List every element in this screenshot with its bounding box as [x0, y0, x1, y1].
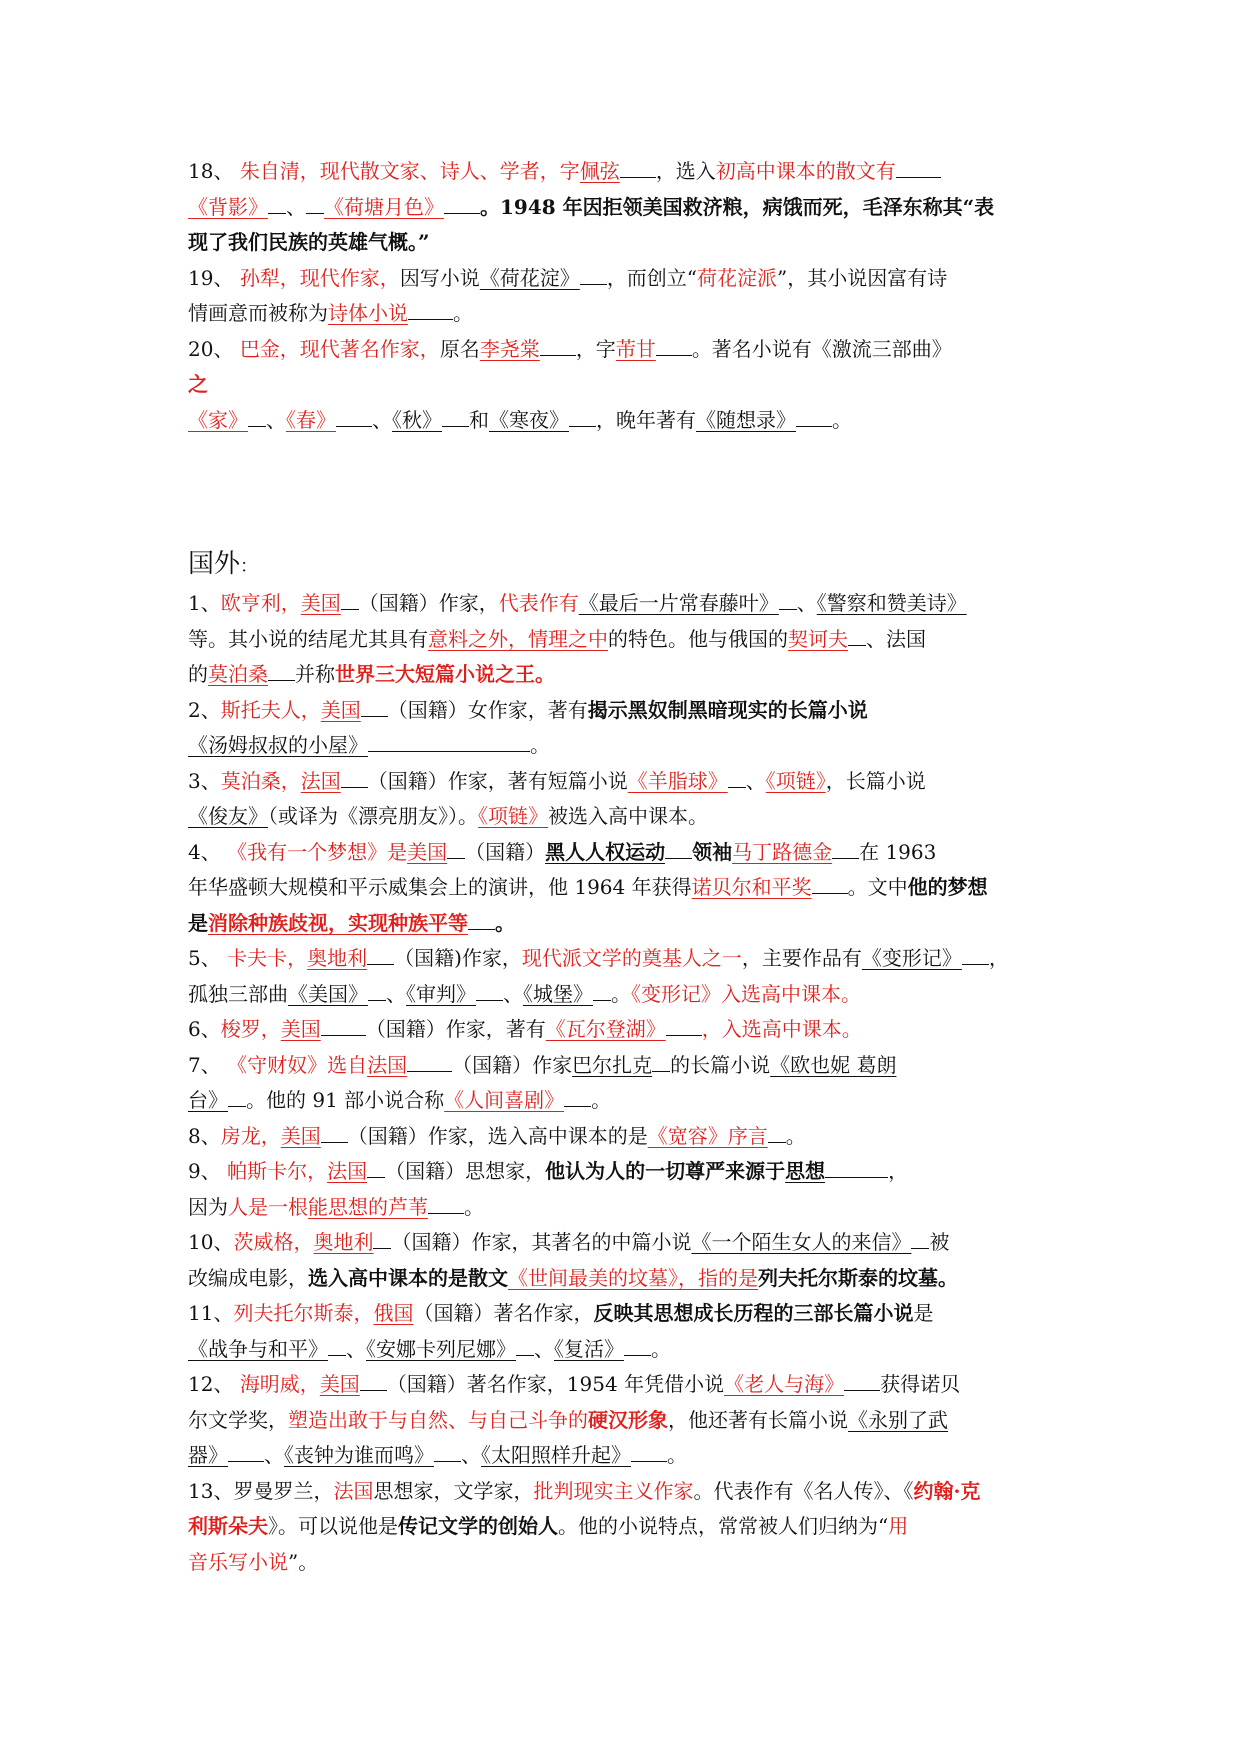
text-segment: 台》	[188, 1088, 228, 1112]
text-segment: 情画意而被称为	[188, 301, 328, 325]
text-segment: 卡夫卡，	[227, 946, 308, 970]
text-segment: 。	[651, 1336, 671, 1361]
text-segment: 《变形记》	[861, 946, 962, 970]
text-segment: 、	[503, 981, 523, 1006]
text-segment: 揭示黑奴制黑暗现实的长篇小说	[587, 697, 868, 722]
text-segment: 黑人人权运动	[545, 839, 666, 864]
text-segment: （国籍）作家，选入高中课本的是	[347, 1123, 648, 1148]
fill-in-blank	[779, 587, 797, 610]
text-segment: 《家》	[188, 407, 248, 432]
text-line	[188, 657, 1060, 693]
fill-in-blank	[373, 1226, 391, 1249]
text-segment: 2、	[188, 697, 221, 722]
text-line	[188, 1332, 1060, 1368]
text-segment: 孤独三部曲	[188, 981, 288, 1006]
text-segment: 、	[796, 591, 817, 615]
text-segment: 》。可以说他是	[268, 1514, 398, 1538]
text-segment: 朱自清，现代散文家、诗人、学者，字	[239, 159, 580, 183]
text-segment: 20、	[188, 336, 240, 361]
text-segment: 《战争与和平》	[188, 1336, 328, 1361]
text-segment: 12、	[188, 1372, 240, 1396]
fill-in-blank	[428, 1191, 464, 1214]
text-segment: 、法国	[866, 626, 926, 651]
section-heading	[188, 544, 1060, 586]
fill-in-blank	[476, 978, 503, 1001]
text-segment: 海明威，	[239, 1372, 320, 1396]
text-segment: 《项链》	[765, 768, 826, 793]
text-line	[188, 977, 1060, 1013]
fill-in-blank	[911, 1226, 929, 1249]
text-line	[188, 367, 1060, 403]
text-segment: 李尧棠	[479, 336, 540, 361]
fill-in-blank	[962, 942, 989, 965]
text-segment: 《我有一个梦想》是	[227, 839, 408, 864]
fill-in-blank	[268, 658, 295, 681]
text-segment: 改编成电影，	[188, 1265, 308, 1290]
fill-in-blank	[367, 1155, 385, 1178]
text-segment: （国籍）思想家，	[385, 1159, 546, 1183]
fill-in-blank	[306, 191, 324, 214]
text-segment: 巴尔扎克	[572, 1052, 653, 1077]
text-line	[188, 1261, 1060, 1297]
text-segment: 《春》	[286, 407, 336, 432]
text-segment: 《荷塘月色》	[324, 194, 444, 219]
text-line	[188, 1012, 1060, 1048]
text-line	[188, 1438, 1060, 1474]
text-segment: 奥地利	[313, 1230, 374, 1254]
fill-in-blank	[569, 404, 596, 427]
text-segment: 、	[372, 407, 392, 432]
text-segment: 他的梦想	[907, 875, 988, 899]
text-segment: 俄国	[373, 1301, 414, 1325]
text-segment: ，晚年著有	[596, 407, 696, 432]
text-segment: 尔文学奖，	[188, 1407, 288, 1432]
text-segment: 《变形记》入选高中课本。	[631, 981, 861, 1006]
document-page	[188, 154, 1060, 1580]
text-segment: （国籍）作家，著有	[365, 1017, 546, 1041]
text-segment: 《欧也妮 葛朗	[770, 1052, 897, 1077]
text-segment: 。他的小说特点，常常被人们归纳为“	[558, 1514, 889, 1538]
text-segment: 思想家，文学家，	[373, 1478, 534, 1503]
text-line	[188, 154, 1060, 190]
text-segment: 意料之外，情理之中	[428, 626, 608, 651]
text-segment: 他认为人的一切尊严来源于	[545, 1159, 786, 1183]
section-heading-colon: ：	[240, 556, 259, 577]
text-segment: 反映其思想成长历程的三部长篇小说	[593, 1301, 914, 1325]
text-segment: 是	[913, 1301, 934, 1325]
text-segment: 用	[888, 1514, 909, 1538]
text-segment: ，入选高中课本。	[701, 1017, 862, 1041]
text-segment: 现了我们民族的英雄气概。”	[188, 230, 430, 254]
text-segment: （国籍）作家，	[358, 591, 499, 615]
text-segment: 13、罗曼罗兰，	[188, 1478, 334, 1503]
text-segment: 。他的 91 部小说合称	[246, 1088, 445, 1112]
text-segment: 。	[785, 1123, 806, 1148]
fill-in-blank	[367, 942, 394, 965]
text-segment: 佩弦	[579, 159, 620, 183]
text-segment: 《审判》	[406, 981, 476, 1006]
text-segment: 。	[453, 301, 473, 325]
text-line	[188, 835, 1060, 871]
text-line	[188, 332, 1060, 368]
text-segment: 。	[667, 1443, 687, 1467]
fill-in-blank	[341, 587, 359, 610]
text-segment: 法国	[327, 1159, 368, 1183]
fill-in-blank	[336, 404, 372, 427]
text-segment: 在 1963	[859, 839, 937, 864]
text-line	[188, 190, 1060, 226]
text-segment: 欧亨利，	[220, 591, 301, 615]
fill-in-blank	[321, 1013, 366, 1036]
text-segment: 7、	[188, 1052, 228, 1077]
text-line	[188, 799, 1060, 835]
text-line	[188, 225, 1060, 261]
text-line	[188, 1190, 1060, 1226]
text-segment: 、	[264, 1443, 284, 1467]
text-segment: 。	[530, 733, 550, 757]
text-segment: 《宽容》序言	[647, 1123, 768, 1148]
fill-in-blank	[825, 1155, 888, 1178]
text-segment: （或译为《漂亮朋友》）。	[268, 804, 478, 828]
text-line	[188, 1154, 1060, 1190]
text-segment: 法国	[333, 1478, 374, 1503]
text-segment: 莫泊桑，	[220, 768, 301, 793]
text-segment: 。	[464, 1194, 484, 1219]
text-segment: 6、	[188, 1017, 221, 1041]
text-line	[188, 1083, 1060, 1119]
text-segment: 4、	[188, 839, 228, 864]
text-segment: 选入高中课本的是散文	[308, 1265, 508, 1290]
text-segment: 8、	[188, 1123, 221, 1148]
fill-in-blank	[620, 155, 656, 178]
text-segment: 硬汉形象	[588, 1407, 668, 1432]
text-segment: 是	[188, 910, 208, 935]
fill-in-blank	[360, 1368, 387, 1391]
text-line	[188, 1119, 1060, 1155]
text-segment: 斯托夫人，	[220, 697, 321, 722]
text-segment: 等。其小说的结尾尤其具有	[188, 626, 428, 651]
fill-in-blank	[564, 1084, 591, 1107]
text-segment: 领袖	[692, 839, 733, 864]
text-segment: 《丧钟为谁而鸣》	[284, 1443, 434, 1467]
text-segment: 诺贝尔和平奖	[691, 875, 812, 899]
text-line	[188, 870, 1060, 906]
text-segment: ，他还著有长篇小说	[668, 1407, 848, 1432]
fill-in-blank	[368, 729, 530, 752]
fill-in-blank	[268, 191, 286, 214]
text-segment: 原名	[439, 336, 480, 361]
text-segment: 巴金，现代著名作家，	[239, 336, 440, 361]
fill-in-blank	[812, 871, 848, 894]
fill-in-blank	[468, 907, 495, 930]
text-segment: 的	[188, 662, 208, 686]
text-line	[188, 1367, 1060, 1403]
text-line	[188, 261, 1060, 297]
fill-in-blank	[321, 1120, 348, 1143]
text-line	[188, 728, 1060, 764]
text-segment: 孙犁，现代作家，	[239, 265, 400, 290]
text-line	[188, 1225, 1060, 1261]
text-segment: 梭罗，	[220, 1017, 281, 1041]
section-heading-text: 国外	[188, 549, 241, 579]
text-segment: ，	[988, 946, 1009, 970]
fill-in-blank	[656, 333, 692, 356]
text-segment: 列夫托尔斯泰，	[233, 1301, 374, 1325]
text-segment: （国籍）	[465, 839, 546, 864]
fill-in-blank	[844, 1368, 880, 1391]
text-segment: 美国	[320, 697, 361, 722]
text-line	[188, 1296, 1060, 1332]
text-segment: 3、	[188, 768, 221, 793]
text-segment: 世界三大短篇小说之王。	[335, 662, 555, 686]
text-segment: 茨威格，	[233, 1230, 314, 1254]
text-segment: 能思想的芦苇	[308, 1194, 428, 1219]
text-segment: 。	[495, 910, 515, 935]
text-segment: 思想	[785, 1159, 826, 1183]
text-line	[188, 693, 1060, 729]
text-segment: 传记文学的创始人	[398, 1514, 558, 1538]
text-segment: 。	[611, 981, 631, 1006]
section-gap	[188, 438, 1060, 544]
text-segment: 11、	[188, 1301, 234, 1325]
text-segment: 帕斯卡尔，	[227, 1159, 328, 1183]
text-segment: 《老人与海》	[724, 1372, 845, 1396]
text-segment: 代表作有	[498, 591, 579, 615]
fill-in-blank	[540, 333, 576, 356]
fill-in-blank	[328, 1333, 346, 1356]
fill-in-blank	[407, 1049, 452, 1072]
text-segment: 并称	[295, 662, 335, 686]
fill-in-blank	[624, 1333, 651, 1356]
text-segment: 房龙，	[220, 1123, 281, 1148]
text-segment: 《永别了武	[848, 1407, 948, 1432]
fill-in-blank	[832, 836, 859, 859]
fill-in-blank	[248, 404, 266, 427]
text-segment: 。文中	[847, 875, 908, 899]
fill-in-blank	[631, 1439, 667, 1462]
text-segment: 美国	[280, 1017, 321, 1041]
text-segment: （国籍）作家	[452, 1052, 573, 1077]
text-segment: 列夫托尔斯泰的坟墓。	[758, 1265, 958, 1290]
text-segment: ，选入	[655, 159, 716, 183]
text-segment: 因为	[188, 1194, 228, 1219]
text-segment: 的特色。他与俄国的	[608, 626, 788, 651]
text-segment: 之	[188, 372, 208, 396]
text-line	[188, 1545, 1060, 1581]
text-segment: （国籍）作家，其著名的中篇小说	[391, 1230, 692, 1254]
text-segment: 塑造出敢于与自然、与自己斗争的	[288, 1407, 588, 1432]
text-segment: 的长篇小说	[670, 1052, 771, 1077]
fill-in-blank	[361, 694, 388, 717]
domestic-authors-section	[188, 154, 1060, 438]
text-segment: 《瓦尔登湖》	[545, 1017, 666, 1041]
text-segment: ”。	[288, 1549, 319, 1574]
fill-in-blank	[444, 191, 480, 214]
text-segment: 、	[286, 194, 306, 219]
text-segment: 9、	[188, 1159, 228, 1183]
text-segment: 《守财奴》选自	[227, 1052, 368, 1077]
text-segment: 《世间最美的坟墓》，指的是	[508, 1265, 758, 1290]
text-segment: 《随想录》	[696, 407, 796, 432]
fill-in-blank	[652, 1049, 670, 1072]
text-segment: 和	[469, 407, 489, 432]
text-segment: 莫泊桑	[208, 662, 268, 686]
text-segment: 因写小说	[399, 265, 480, 290]
text-segment: 批判现实主义作家	[533, 1478, 694, 1503]
text-segment: 《俊友》	[188, 804, 268, 828]
text-line	[188, 1474, 1060, 1510]
text-segment: 5、	[188, 946, 228, 970]
text-segment: 、	[266, 407, 286, 432]
text-segment: 《安娜卡列尼娜》	[366, 1336, 516, 1361]
text-segment: 荷花淀派	[697, 265, 778, 290]
text-line	[188, 296, 1060, 332]
text-line	[188, 1048, 1060, 1084]
text-segment: ”，其小说因富有诗	[777, 265, 948, 290]
text-segment: 10、	[188, 1230, 234, 1254]
text-segment: 利斯朵夫	[188, 1514, 268, 1538]
text-line	[188, 906, 1060, 942]
text-segment: 、	[346, 1336, 366, 1361]
text-segment: 18、	[188, 159, 240, 183]
text-segment: 美国	[407, 839, 448, 864]
text-segment: 获得诺贝	[880, 1372, 961, 1396]
fill-in-blank	[228, 1084, 246, 1107]
text-segment: 、	[534, 1336, 554, 1361]
fill-in-blank	[580, 262, 607, 285]
text-segment: 。著名小说有《激流三部曲》	[691, 336, 952, 361]
fill-in-blank	[848, 623, 866, 646]
text-segment: 马丁路德金	[732, 839, 833, 864]
fill-in-blank	[666, 1013, 702, 1036]
fill-in-blank	[593, 978, 611, 1001]
fill-in-blank	[768, 1120, 786, 1143]
text-segment: （国籍)作家，	[394, 946, 522, 970]
text-segment: （国籍）著名作家，	[413, 1301, 594, 1325]
text-line	[188, 941, 1060, 977]
foreign-authors-section	[188, 586, 1060, 1580]
text-segment: 、	[461, 1443, 481, 1467]
fill-in-blank	[516, 1333, 534, 1356]
text-segment: 《荷花淀》	[479, 265, 580, 290]
text-segment: 芾甘	[615, 336, 656, 361]
text-segment: 契诃夫	[788, 626, 848, 651]
fill-in-blank	[447, 836, 465, 859]
text-segment: 《项链》	[478, 804, 548, 828]
text-segment: 音乐写小说	[188, 1549, 288, 1574]
text-segment: 《背影》	[188, 194, 268, 219]
text-segment: 《太阳照样升起》	[481, 1443, 631, 1467]
text-segment: ，主要作品有	[741, 946, 862, 970]
text-segment: 诗体小说	[328, 301, 408, 325]
text-segment: 《美国》	[288, 981, 368, 1006]
text-segment: 19、	[188, 265, 240, 290]
text-line	[188, 1403, 1060, 1439]
text-segment: 《警察和赞美诗》	[816, 591, 967, 615]
text-segment: 1、	[188, 591, 221, 615]
fill-in-blank	[728, 765, 746, 788]
text-segment: 消除种族歧视，实现种族平等	[208, 910, 468, 935]
text-segment: 美国	[300, 591, 341, 615]
text-segment: ，字	[575, 336, 616, 361]
text-segment: 人是一根	[228, 1194, 308, 1219]
text-segment: 约翰·克	[913, 1478, 981, 1503]
text-segment: ，	[888, 1159, 909, 1183]
fill-in-blank	[896, 155, 941, 178]
text-segment: 器》	[188, 1443, 228, 1467]
text-segment: 《羊脂球》	[627, 768, 728, 793]
text-segment: 《一个陌生女人的来信》	[691, 1230, 912, 1254]
fill-in-blank	[341, 765, 368, 788]
text-segment: 年华盛顿大规模和平示威集会上的演讲，他 1964 年获得	[188, 875, 692, 899]
text-segment: 被选入高中课本。	[548, 804, 708, 828]
text-segment: 《人间喜剧》	[444, 1088, 565, 1112]
text-segment: 美国	[280, 1123, 321, 1148]
text-line	[188, 403, 1060, 439]
text-segment: 。代表作有《名人传》、《	[693, 1478, 914, 1503]
text-segment: 、	[745, 768, 766, 793]
text-segment: 、	[386, 981, 406, 1006]
text-segment: 法国	[367, 1052, 408, 1077]
text-segment: （国籍）著名作家，1954 年凭借小说	[386, 1372, 725, 1396]
text-segment: 美国	[319, 1372, 360, 1396]
text-segment: 现代派文学的奠基人之一	[521, 946, 742, 970]
text-segment: 《汤姆叔叔的小屋》	[188, 733, 368, 757]
text-segment: 初高中课本的散文有	[715, 159, 896, 183]
fill-in-blank	[368, 978, 386, 1001]
fill-in-blank	[228, 1439, 264, 1462]
text-segment: 《城堡》	[523, 981, 593, 1006]
fill-in-blank	[434, 1439, 461, 1462]
text-line	[188, 764, 1060, 800]
text-segment: 《最后一片常春藤叶》	[578, 591, 779, 615]
text-segment: 。	[832, 407, 852, 432]
fill-in-blank	[665, 836, 692, 859]
text-line	[188, 1509, 1060, 1545]
fill-in-blank	[442, 404, 469, 427]
text-segment: （国籍）作家，著有短篇小说	[367, 768, 628, 793]
text-segment: 被	[929, 1230, 950, 1254]
text-segment: 《复活》	[554, 1336, 624, 1361]
text-segment: ，长篇小说	[825, 768, 926, 793]
text-segment: （国籍）女作家，著有	[387, 697, 588, 722]
text-line	[188, 622, 1060, 658]
text-segment: 法国	[300, 768, 341, 793]
fill-in-blank	[408, 297, 453, 320]
text-segment: 。1948 年因拒领美国救济粮，病饿而死，毛泽东称其“表	[480, 194, 995, 219]
text-segment: 《寒夜》	[489, 407, 569, 432]
text-segment: 奥地利	[307, 946, 368, 970]
fill-in-blank	[796, 404, 832, 427]
text-segment: 。	[591, 1088, 612, 1112]
text-segment: ，而创立“	[606, 265, 698, 290]
text-segment: 《秋》	[392, 407, 442, 432]
text-line	[188, 586, 1060, 622]
